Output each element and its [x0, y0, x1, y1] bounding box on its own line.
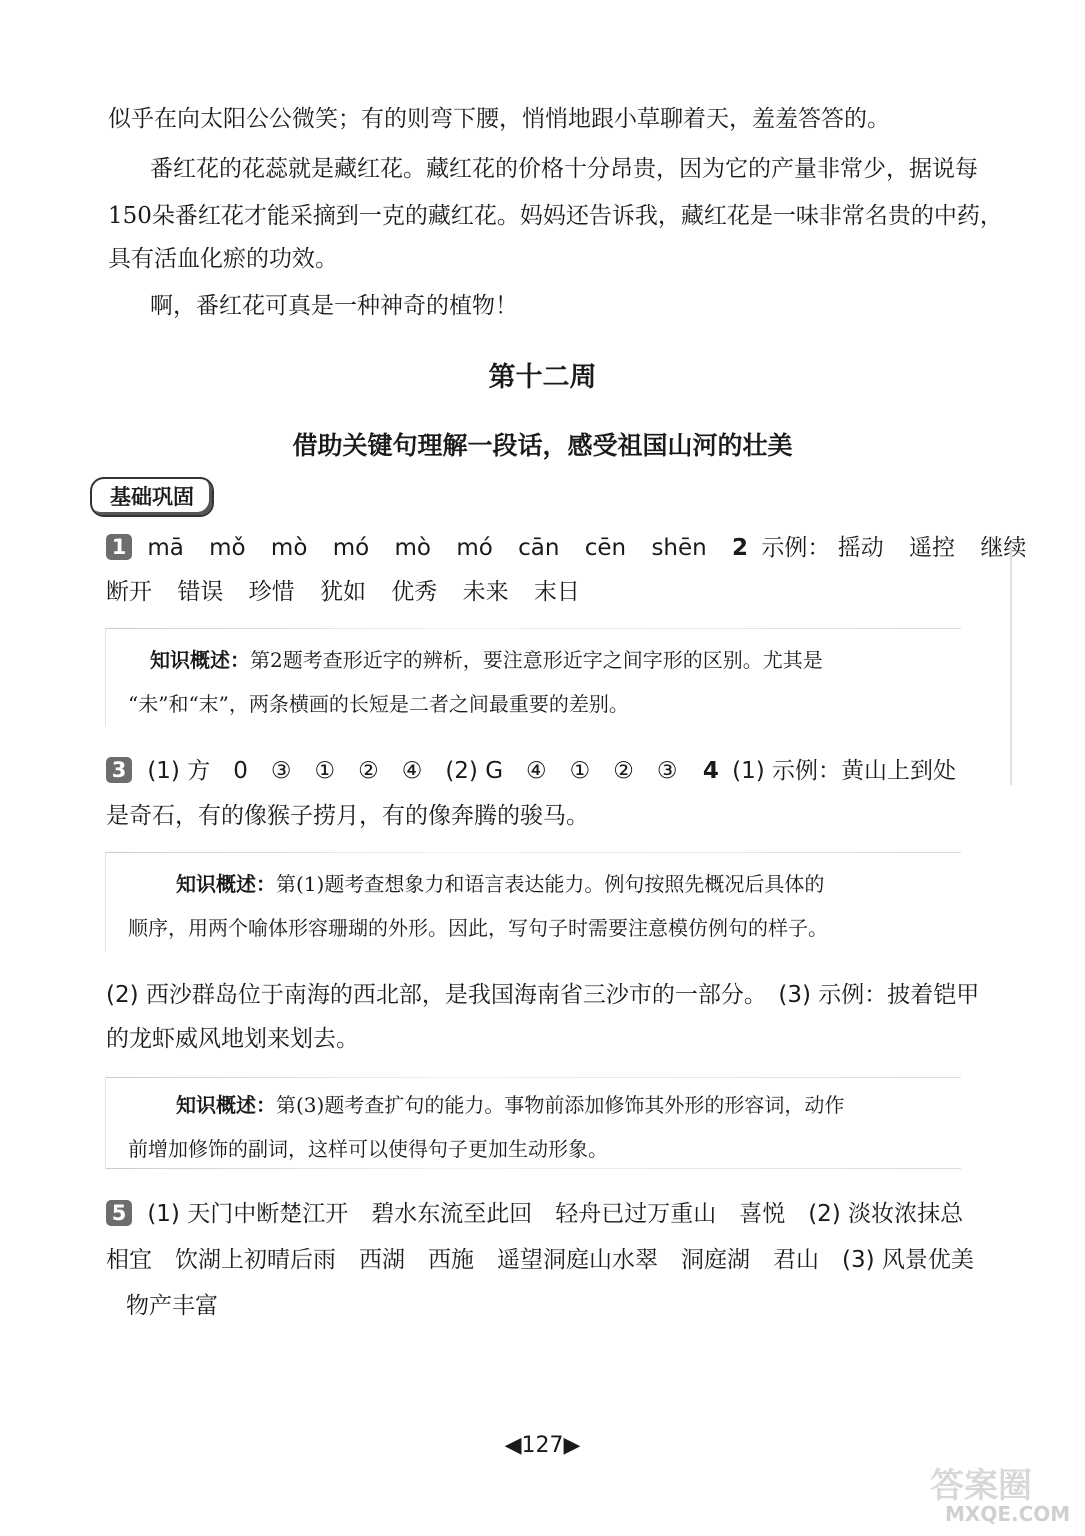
q4-line-2: 是奇石，有的像猴子捞月，有的像奔腾的骏马。: [106, 803, 589, 829]
note-3-line-2: 前增加修饰的副词，这样可以使得句子更加生动形象。: [128, 1137, 608, 1161]
page-number: ◀127▶: [504, 1433, 581, 1458]
passage-line-4: 具有活血化瘀的功效。: [108, 246, 338, 272]
note-3-line-1: 知识概述：第(3)题考查扩句的能力。事物前添加修饰其外形的形容词，动作: [176, 1093, 845, 1117]
q2-word: 断开: [106, 579, 152, 605]
q2-word: 犹如: [319, 579, 366, 605]
knowledge-note-2: [105, 852, 961, 952]
pinyin-1: mǒ: [209, 535, 246, 561]
pinyin-4: mò: [394, 535, 431, 561]
q5-line-2: 相宜 饮湖上初晴后雨 西湖 西施 遥望洞庭山水翠 洞庭湖 君山 (3) 风景优美: [106, 1247, 974, 1273]
q3-answers: (1) 方 0 ③ ① ② ④ (2) G ④ ① ② ③: [147, 758, 678, 784]
passage-line-1: 似乎在向太阳公公微笑；有的则弯下腰，悄悄地跟小草聊着天，羞羞答答的。: [108, 106, 890, 132]
knowledge-note-3: [105, 1077, 961, 1169]
pinyin-3: mó: [332, 535, 370, 561]
q5-line-1: [106, 1198, 963, 1230]
q3-number-badge: 3: [106, 757, 132, 783]
watermark-url: MXQE.COM: [945, 1502, 1071, 1526]
q2-prefix: 示例：: [761, 535, 831, 561]
q2-word: 错误: [177, 579, 224, 605]
q2-word: 末日: [533, 579, 580, 605]
note-divider: [106, 852, 961, 853]
q5-answers-1: (1) 天门中断楚江开 碧水东流至此回 轻舟已过万重山 喜悦 (2) 淡妆浓抹总: [147, 1201, 964, 1227]
note-1-line-2: “未”和“末”，两条横画的长短是二者之间最重要的差别。: [128, 692, 629, 716]
unit-title: 借助关键句理解一段话，感受祖国山河的壮美: [292, 431, 793, 460]
q4-answer: (1) 示例：黄山上到处: [732, 758, 957, 784]
q2-word: 摇动: [837, 535, 884, 561]
q4-number: 4: [702, 758, 719, 784]
note-divider: [106, 1168, 961, 1169]
note-divider: [106, 628, 961, 629]
pinyin-8: shēn: [651, 535, 707, 561]
note-label: 知识概述：: [176, 1093, 276, 1117]
note-label: 知识概述：: [176, 872, 276, 896]
pinyin-2: mò: [270, 535, 308, 561]
q2-word: 珍惜: [248, 579, 295, 605]
passage-line-2: 番红花的花蕊就是藏红花。藏红花的价格十分昂贵，因为它的产量非常少，据说每: [150, 156, 978, 182]
q5-line-3: 物产丰富: [126, 1293, 218, 1319]
note-1-line-1: 知识概述：第2题考查形近字的辨析，要注意形近字之间字形的区别。尤其是: [150, 648, 823, 672]
q1-line-1: [106, 532, 1026, 564]
note-2-line-2: 顺序，用两个喻体形容珊瑚的外形。因此，写句子时需要注意模仿例句的样子。: [128, 916, 828, 940]
section-tag: [90, 477, 214, 517]
pinyin-0: mā: [147, 535, 184, 561]
note-2-line-1: 知识概述：第(1)题考查想象力和语言表达能力。例句按照先概况后具体的: [176, 872, 825, 896]
knowledge-note-1: [105, 628, 961, 726]
q4-cont-line-2: 的龙虾威风地划来划去。: [106, 1026, 359, 1052]
watermark-logo: 答案圈: [930, 1466, 1032, 1506]
q3-line-1: [106, 755, 956, 787]
pinyin-7: cēn: [584, 535, 627, 561]
section-tag-label: 基础巩固: [110, 485, 194, 509]
note-label: 知识概述：: [150, 648, 250, 672]
q1-number-badge: 1: [106, 534, 132, 560]
pinyin-5: mó: [456, 535, 493, 561]
q2-word: 未来: [462, 579, 509, 605]
q2-line-2: [106, 576, 580, 608]
q5-number-badge: 5: [106, 1200, 132, 1226]
q2-number: 2: [732, 535, 749, 561]
side-margin-strip: [1010, 545, 1036, 785]
q2-word: 继续: [980, 535, 1027, 561]
note-divider: [106, 1077, 961, 1078]
q2-word: 优秀: [391, 579, 438, 605]
q2-word: 遥控: [909, 535, 955, 561]
week-title: 第十二周: [488, 362, 597, 393]
passage-line-3: 150朵番红花才能采摘到一克的藏红花。妈妈还告诉我，藏红花是一味非常名贵的中药，: [108, 203, 1003, 229]
pinyin-6: cān: [518, 535, 560, 561]
q4-cont-line-1: (2) 西沙群岛位于南海的西北部，是我国海南省三沙市的一部分。 (3) 示例：披着铠甲: [106, 982, 980, 1008]
passage-line-5: 啊，番红花可真是一种神奇的植物！: [150, 293, 518, 319]
